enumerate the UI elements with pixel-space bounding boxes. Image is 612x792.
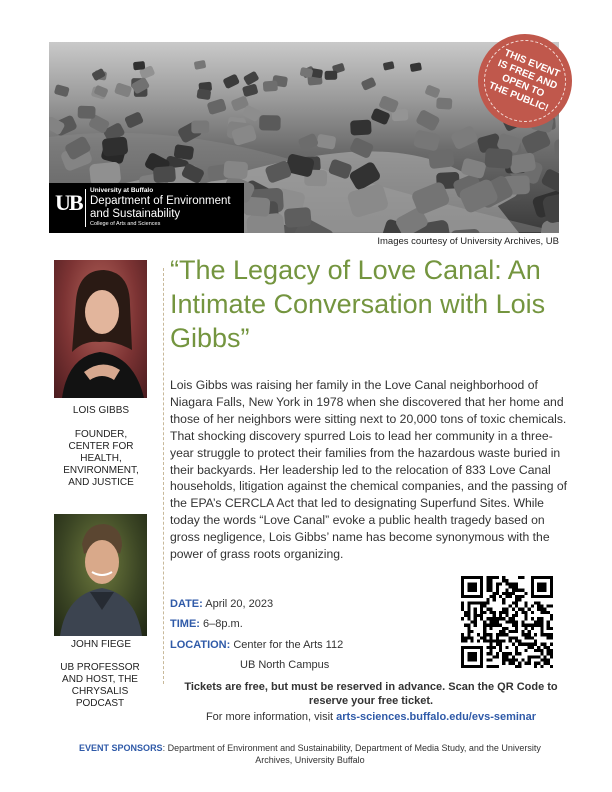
barrel-shape <box>153 166 176 183</box>
barrel-shape <box>436 97 452 109</box>
ub-logo-mark: UB <box>55 190 82 215</box>
speaker-role-fiege: UB PROFESSOR AND HOST, THE CHRYSALIS PODCAST <box>60 662 140 709</box>
more-info-prefix: For more information, visit <box>205 711 337 723</box>
barrel-shape <box>350 120 372 136</box>
logo-divider <box>85 189 86 227</box>
barrel-shape <box>428 149 455 169</box>
speaker-name-fiege: JOHN FIEGE <box>70 639 131 650</box>
barrel-shape <box>484 148 512 169</box>
barrel-shape <box>284 207 312 228</box>
barrel-shape <box>554 139 559 159</box>
barrel-shape <box>223 161 248 180</box>
barrel-shape <box>361 77 377 91</box>
barrel-shape <box>242 83 259 97</box>
barrel-shape <box>133 61 145 70</box>
barrel-shape <box>297 133 319 152</box>
barrel-shape <box>222 73 240 89</box>
barrel-shape <box>263 80 278 91</box>
barrel-shape <box>102 136 129 156</box>
lois-gibbs-photo <box>54 260 147 398</box>
event-location <box>170 639 343 651</box>
barrel-shape <box>415 109 441 132</box>
barrel-shape <box>383 61 395 71</box>
speaker-role-gibbs: FOUNDER, CENTER FOR HEALTH, ENVIRONMENT, AND JUSTICE <box>63 429 139 488</box>
column-divider <box>163 268 164 684</box>
qr-code-icon[interactable] <box>461 576 553 668</box>
image-credit: Images courtesy of University Archives, UB <box>377 236 559 247</box>
barrel-shape <box>196 89 211 101</box>
event-sponsors <box>60 742 560 766</box>
barrel-shape <box>413 129 440 151</box>
event-description: Lois Gibbs was raising her family in the Love Canal neighborhood of Niagara Falls, New York in 1978 when she discovered that her home and those of her neighbors were sitting next to 20,000 tons of toxic chemicals. That shocking discovery spurred Lois to lead her community in a three-year struggle to protect their families from the hazardous waste buried in their backyards. Her leadership led to the relocation of 833 Love Canal households, litigation against the chemical companies, and the passing of the EPA’s CERCLA Act that led to designating Superfund Sites. While today the words “Love Canal” evoke a public health tragedy based on gross negligence, Lois Gibbs’ name has become synonymous with the power of grass roots organizing. <box>170 378 568 562</box>
seminar-link[interactable]: arts-sciences.buffalo.edu/evs-seminar <box>336 711 537 723</box>
date-label: DATE: <box>170 598 203 610</box>
ticket-info: Tickets are free, but must be reserved in advance. Scan the QR Code to reserve your free ticket. <box>184 681 558 707</box>
speaker-name-gibbs: LOIS GIBBS <box>72 405 130 416</box>
barrel-shape <box>191 121 209 134</box>
barrel-shape <box>114 82 132 97</box>
logo-university: University at Buffalo <box>90 187 154 194</box>
location-value: Center for the Arts 112 <box>233 639 344 651</box>
barrel-shape <box>124 111 144 129</box>
more-info <box>165 711 577 723</box>
event-time <box>170 618 243 630</box>
barrel-shape <box>259 115 281 131</box>
event-date <box>170 598 273 610</box>
barrel-shape <box>243 71 260 86</box>
time-label: TIME: <box>170 618 200 630</box>
barrel-shape <box>316 134 336 150</box>
barrel-shape <box>410 62 422 72</box>
location-campus: UB North Campus <box>240 659 330 671</box>
event-title: “The Legacy of Love Canal: An Intimate Conversation with Lois Gibbs” <box>170 255 546 353</box>
barrel-shape <box>54 84 70 97</box>
barrel-shape <box>207 98 227 115</box>
ub-department-logo <box>49 183 244 233</box>
logo-college: College of Arts and Sciences <box>90 221 161 227</box>
barrel-shape <box>194 60 207 70</box>
sponsors-label: EVENT SPONSORS <box>79 743 163 753</box>
barrel-shape <box>424 84 440 98</box>
time-value: 6–8p.m. <box>203 618 243 630</box>
barrel-shape <box>450 125 479 150</box>
john-fiege-photo <box>54 514 147 636</box>
barrel-shape <box>325 71 338 80</box>
location-label: LOCATION: <box>170 639 231 651</box>
sponsors-text: : Department of Environment and Sustainability, Department of Media Study, and the University Archives, University Buffalo <box>162 743 541 765</box>
logo-department: Department of Environment and Sustainability <box>90 195 231 220</box>
barrel-shape <box>78 106 96 119</box>
barrel-shape <box>540 168 559 194</box>
date-value: April 20, 2023 <box>205 598 274 610</box>
badge-text: THIS EVENT IS FREE AND OPEN TO THE PUBLIC! <box>487 47 562 115</box>
barrel-shape <box>174 144 195 160</box>
